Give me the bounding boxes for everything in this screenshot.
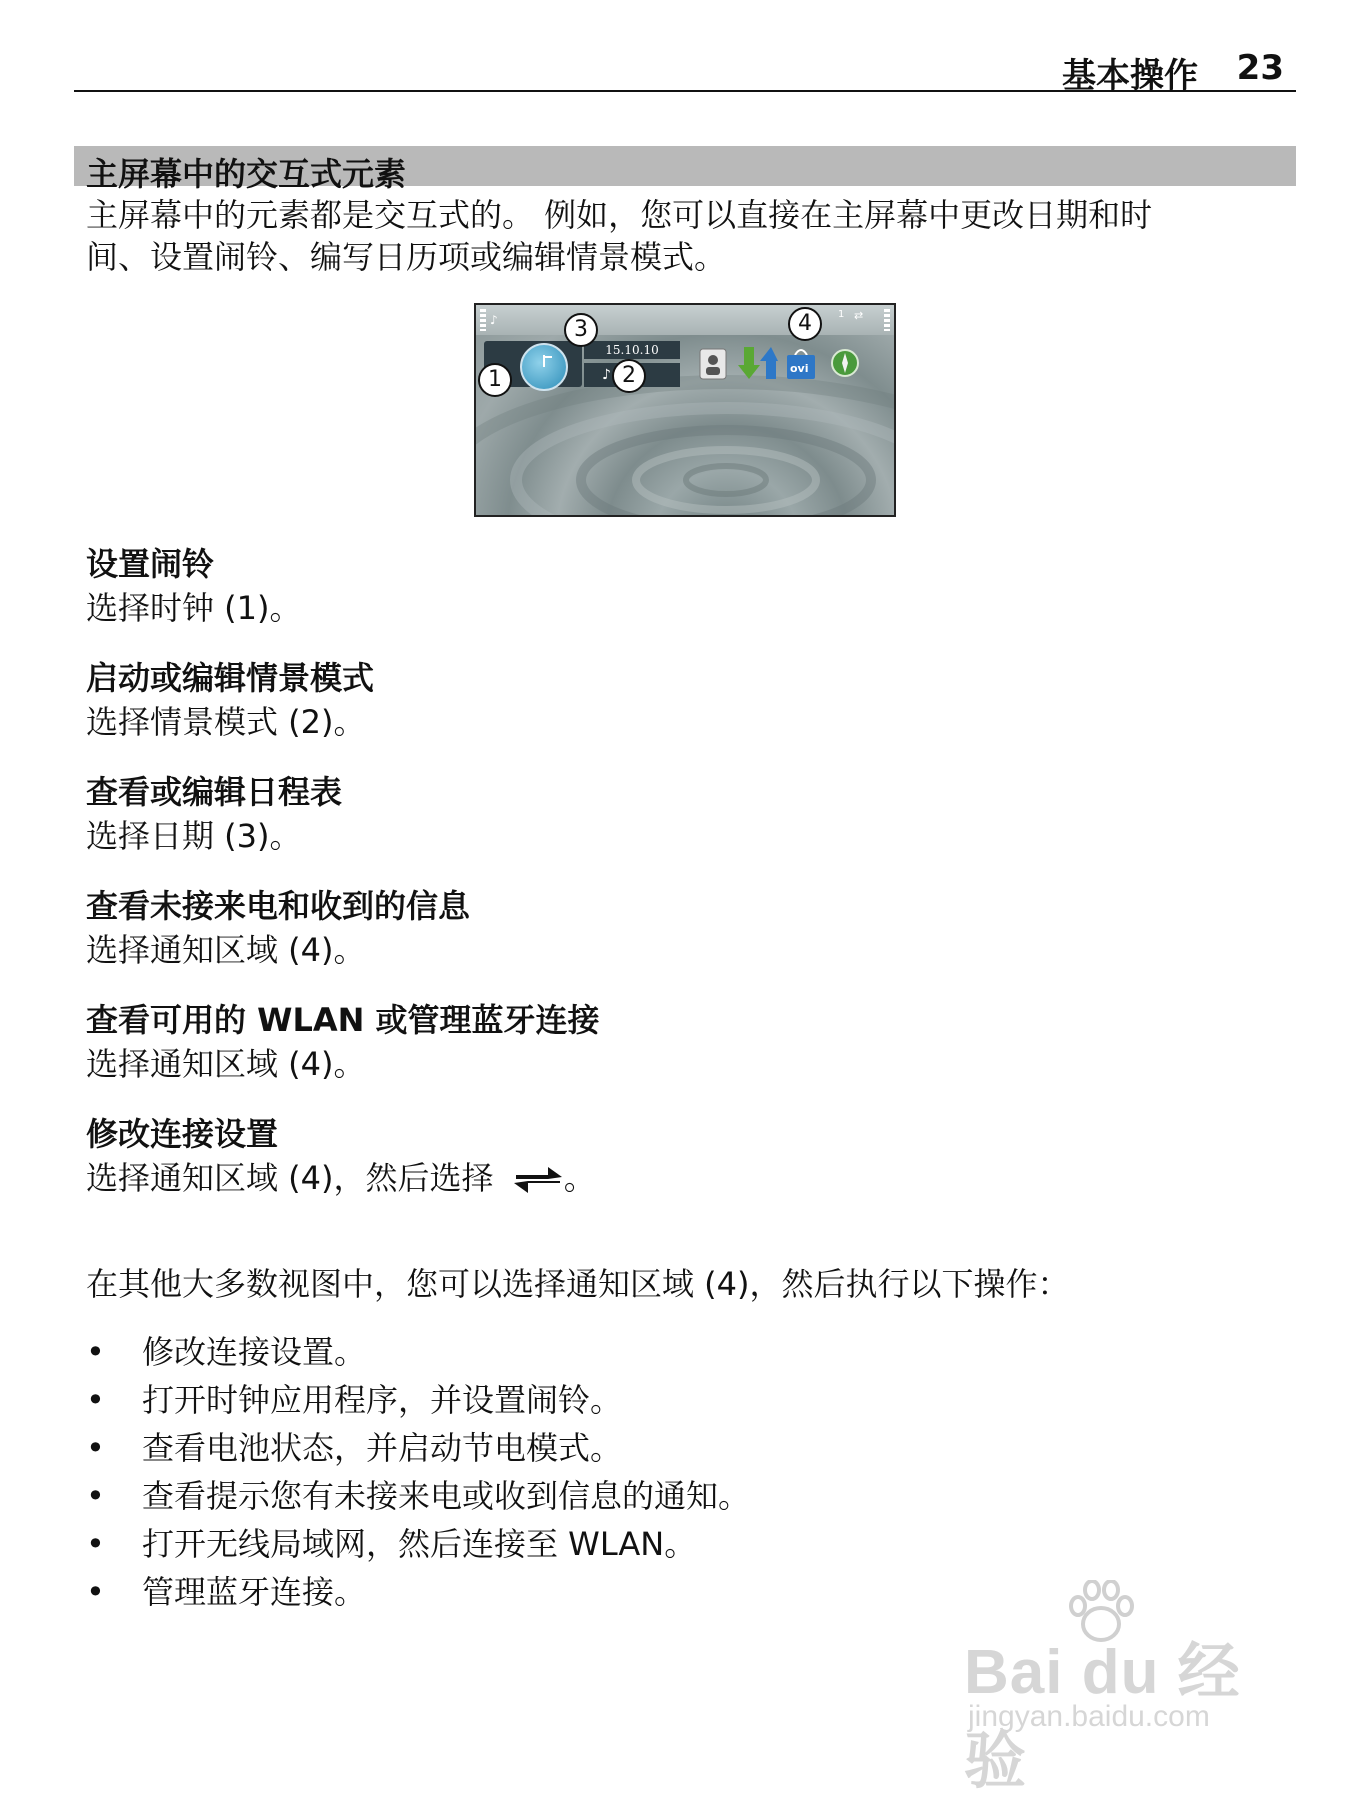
music-note-icon: ♪ — [602, 367, 611, 383]
signal-bar-icon — [480, 309, 486, 331]
item-missed-calls — [86, 884, 1286, 972]
page-header — [74, 40, 1296, 96]
list-item: • 查看提示您有未接来电或收到信息的通知。 — [86, 1472, 1286, 1520]
list-item: • 修改连接设置。 — [86, 1328, 1286, 1376]
item-title: 启动或编辑情景模式 — [86, 659, 375, 697]
bullet-dot: • — [86, 1429, 105, 1467]
callout-1-badge: 1 — [478, 363, 512, 397]
intro-line-2: 间、设置闹铃、编写日历项或编辑情景模式。 — [86, 238, 727, 276]
item-text — [86, 1156, 1286, 1200]
callout-3-badge: 3 — [564, 313, 598, 347]
bullet-dot: • — [86, 1477, 105, 1515]
intro-line-1: 主屏幕中的元素都是交互式的。 例如，您可以直接在主屏幕中更改日期和时 — [86, 196, 1153, 234]
bullet-dot: • — [86, 1333, 105, 1371]
profile-small-icon: ♪ — [490, 313, 498, 327]
ovi-label: ovi — [790, 362, 809, 375]
item-title: 查看未接来电和收到的信息 — [86, 887, 471, 925]
ovi-store-icon[interactable] — [786, 345, 816, 381]
connection-switch-icon — [512, 1163, 564, 1197]
ripple-rings — [476, 305, 894, 515]
item-text: 选择日期 (3)。 — [86, 817, 302, 855]
section-heading-bar — [74, 146, 1296, 193]
status-bar — [476, 305, 894, 335]
list-item: • 打开时钟应用程序，并设置闹铃。 — [86, 1376, 1286, 1424]
chapter-title: 基本操作 — [1062, 56, 1198, 96]
item-edit-profile — [86, 656, 1286, 744]
clock-icon — [520, 343, 568, 391]
section-title: 主屏幕中的交互式元素 — [86, 155, 407, 193]
page-number: 23 — [1236, 48, 1284, 88]
item-text: 选择时钟 (1)。 — [86, 589, 302, 627]
home-screen-illustration — [474, 303, 896, 517]
item-view-calendar — [86, 770, 1286, 858]
list-item: • 查看电池状态，并启动节电模式。 — [86, 1424, 1286, 1472]
status-one-label: 1 — [838, 309, 845, 320]
bullet-dot: • — [86, 1573, 105, 1611]
item-text: 选择通知区域 (4)。 — [86, 931, 366, 969]
item-text: 选择通知区域 (4)。 — [86, 1045, 366, 1083]
watermark-brand: Bai du 经验 — [964, 1638, 1241, 1796]
item-title: 查看可用的 WLAN 或管理蓝牙连接 — [86, 1001, 600, 1039]
data-transfer-icon[interactable] — [738, 345, 778, 381]
battery-bar-icon — [884, 309, 890, 331]
callout-4-badge: 4 — [788, 307, 822, 341]
contacts-icon[interactable] — [698, 345, 728, 381]
baidu-watermark — [960, 1580, 1290, 1796]
intro-paragraph — [86, 194, 1286, 278]
bullet-list — [86, 1328, 1286, 1616]
item-title: 设置闹铃 — [86, 545, 215, 583]
item-text-suffix: 。 — [563, 1159, 596, 1197]
item-title: 修改连接设置 — [86, 1115, 279, 1153]
item-title: 查看或编辑日程表 — [86, 773, 343, 811]
other-views-paragraph: 在其他大多数视图中，您可以选择通知区域 (4)，然后执行以下操作： — [86, 1265, 1070, 1303]
maps-compass-icon[interactable] — [830, 345, 860, 381]
item-set-alarm — [86, 542, 1286, 630]
date-widget[interactable]: 15.10.10 — [584, 341, 680, 359]
callout-2-badge: 2 — [612, 359, 646, 393]
list-item: • 打开无线局域网，然后连接至 WLAN。 — [86, 1520, 1286, 1568]
bullet-dot: • — [86, 1381, 105, 1419]
usb-icon[interactable]: ⇄ — [854, 309, 864, 322]
item-text-main: 选择通知区域 (4)，然后选择 — [86, 1159, 494, 1197]
bullet-dot: • — [86, 1525, 105, 1563]
list-item: • 管理蓝牙连接。 — [86, 1568, 1286, 1616]
item-wlan-bluetooth — [86, 998, 1286, 1086]
watermark-url: jingyan.baidu.com — [968, 1700, 1210, 1733]
item-connection-settings — [86, 1112, 1286, 1200]
item-text: 选择情景模式 (2)。 — [86, 703, 366, 741]
